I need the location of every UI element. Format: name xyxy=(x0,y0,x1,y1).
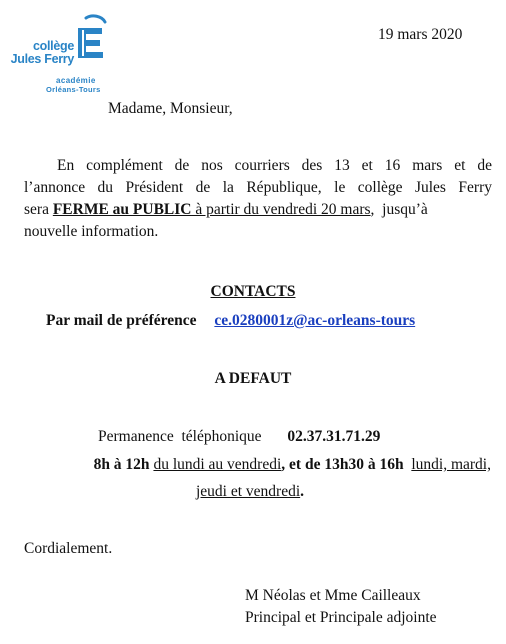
phone-row xyxy=(98,426,380,448)
closed-to-public-text: FERME au PUBLIC xyxy=(52,201,192,218)
marianne-e-icon xyxy=(72,14,108,64)
logo-line-name: Jules Ferry xyxy=(10,52,74,66)
hours-line-2: jeudi et vendredi. xyxy=(196,483,305,500)
hours-days-3: jeudi et vendredi xyxy=(196,483,301,500)
logo-line-academie: académie xyxy=(56,76,96,85)
default-heading: A DEFAUT xyxy=(214,370,292,387)
contact-email-link[interactable]: ce.0280001z@ac-orleans-tours xyxy=(214,312,416,329)
contacts-heading: CONTACTS xyxy=(210,283,296,300)
logo-line-academy-name: Orléans-Tours xyxy=(46,85,101,94)
mail-label: Par mail de préférence xyxy=(46,312,197,329)
paragraph-line: nouvelle information. xyxy=(24,223,159,240)
hours-days-1: du lundi au vendredi xyxy=(153,456,282,473)
paragraph-line: l’annonce du Président de la République, le collège Jules Ferry xyxy=(24,179,492,196)
paragraph-line: En complément de nos courriers des 13 et 16 mars et de xyxy=(57,157,492,174)
phone-number: 02.37.31.71.29 xyxy=(287,428,381,445)
logo-line-college: collège xyxy=(33,39,74,53)
signature-names: M Néolas et Mme Cailleaux xyxy=(245,587,421,604)
hours-line-1 xyxy=(31,454,491,476)
signature-titles: Principal et Principale adjointe xyxy=(245,609,437,626)
school-logo xyxy=(10,14,110,104)
hours-morning: 8h à 12h xyxy=(93,456,150,473)
hours-days-2: lundi, mardi, xyxy=(411,456,491,473)
paragraph-line: sera FERME au PUBLIC à partir du vendredi 20 mars, jusqu’à xyxy=(24,201,428,218)
phone-label: Permanence téléphonique xyxy=(98,428,262,445)
hours-afternoon: , et de 13h30 à 16h xyxy=(281,456,404,473)
intro-paragraph xyxy=(24,155,492,243)
mail-row xyxy=(46,310,415,332)
letter-date: 19 mars 2020 xyxy=(378,26,463,43)
closing: Cordialement. xyxy=(24,540,113,557)
greeting: Madame, Monsieur, xyxy=(108,100,233,117)
